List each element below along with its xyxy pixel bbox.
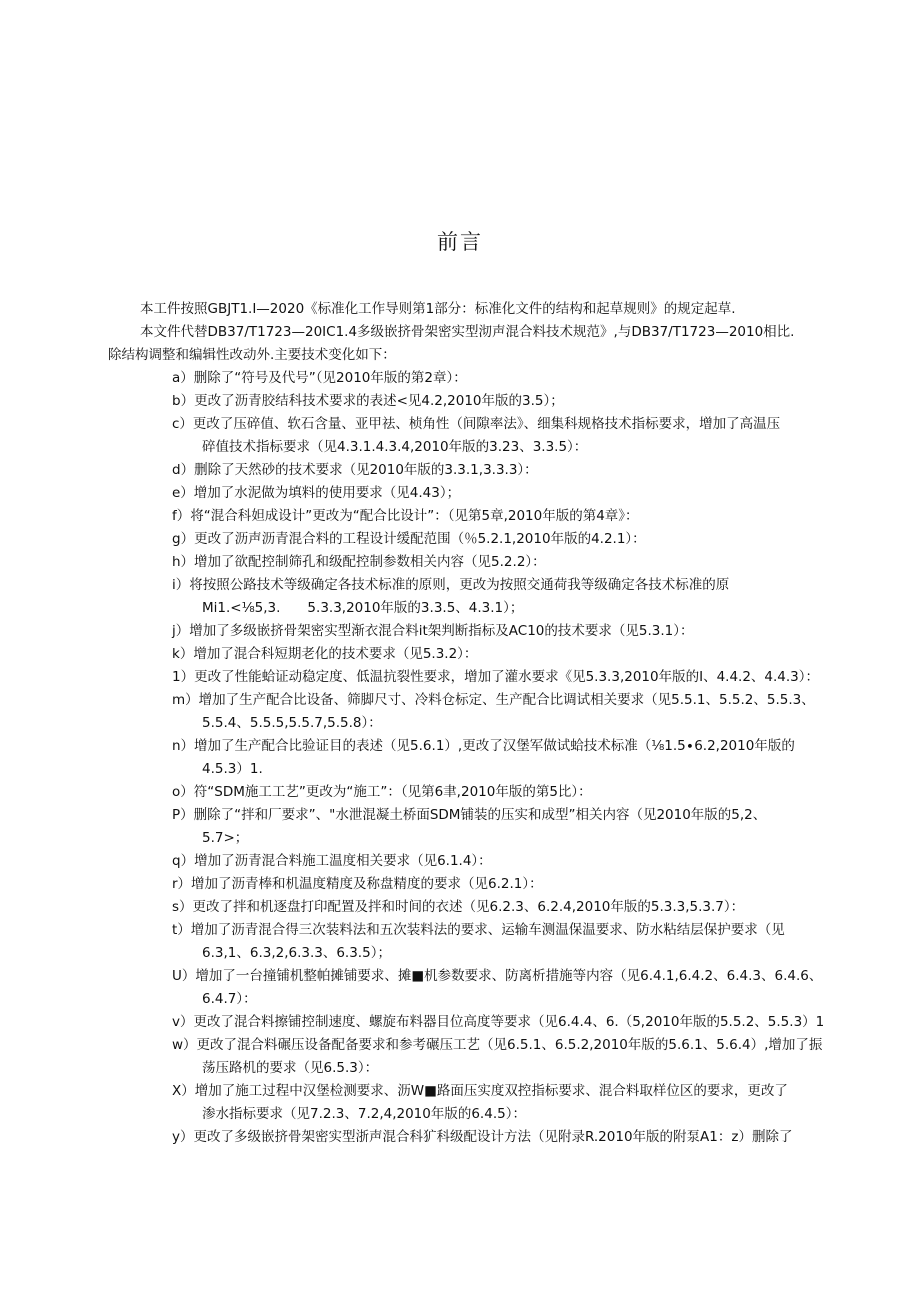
list-item — [108, 643, 853, 666]
list-item-text: i）将按照公路技术等级确定各技术标准的原则，更改为按照交通荷我等级确定各技术标准的原 — [172, 577, 730, 593]
list-item — [108, 735, 853, 781]
change-list — [108, 367, 853, 1149]
list-item-text: a）删除了“符号及代号”（见2010年版的第2章）： — [172, 370, 467, 386]
list-item-text: y）更改了多级嵌挤骨架密实型浙声混合科犷科级配设计方法（见附录R.2010年版的附泵A1：z）删除了 — [172, 1129, 793, 1145]
list-item-continuation: Mi1.<⅛5,3. 5.3.3,2010年版的3.3.5、4.3.1）； — [202, 600, 524, 616]
list-item-continuation: 6.4.7）： — [202, 991, 257, 1007]
list-item-text: f）将“混合科妲成设计”更改为“配合比设计”：（见第5章,2010年版的第4章》： — [172, 508, 639, 524]
list-item — [108, 666, 853, 689]
list-item-text: U）增加了一台撞铺机整帕摊铺要求、摊■机参数要求、防离析措施等内容（见6.4.1,6.4.2、6.4.3、6.4.6、 — [172, 968, 823, 984]
list-item-text: r）增加了沥青棒和机温度精度及称盘精度的要求（见6.2.1）： — [172, 876, 543, 892]
list-item — [108, 574, 853, 620]
list-item-continuation: 碎值技术指标要求（见4.3.1.4.3.4,2010年版的3.23、3.3.5）： — [202, 439, 588, 455]
list-item-text: P）删除了“拌和厂要求”、"水泄混凝土桥面SDM铺装的压实和成型”相关内容（见2010年版的5,2、 — [172, 807, 767, 823]
list-item — [108, 919, 853, 965]
intro-paragraph-2: 本文件代替DB37/T1723—20IC1.4多级嵌挤骨架密实型沏声混合料技术规范》,与DB37/T1723—2010相比. — [140, 324, 795, 340]
list-item-continuation: 5.5.4、5.5.5,5.5.7,5.5.8）： — [202, 715, 382, 731]
document-body — [108, 298, 853, 1149]
list-item-text: e）增加了水泥做为填料的使用要求（见4.43）； — [172, 485, 461, 501]
list-item — [108, 482, 853, 505]
list-item — [108, 367, 853, 390]
list-item-text: X）增加了施工过程中汉堡检测要求、沥W■路面压实度双控指标要求、混合料取样位区的要求，更改了 — [172, 1083, 788, 1099]
list-item — [108, 390, 853, 413]
list-item-text: b）更改了沥青胶结科技术要求的表述<见4.2,2010年版的3.5）； — [172, 393, 564, 409]
list-item — [108, 804, 853, 850]
list-item-text: o）符“SDM施工工艺”更改为“施工”：（见第6聿,2010年版的第5比）： — [172, 784, 592, 800]
intro-paragraph-1: 本工件按照GBJT1.I—2020《标准化工作导则第1部分：标准化文件的结构和起草规则》的规定起草. — [140, 301, 736, 317]
list-item-text: d）删除了天然砂的技术要求（见2010年版的3.3.1,3.3.3）： — [172, 462, 538, 478]
list-item — [108, 505, 853, 528]
list-item — [108, 850, 853, 873]
list-item — [108, 1126, 853, 1149]
list-item — [108, 965, 853, 1011]
list-item-text: k）增加了混合科短期老化的技术要求（见5.3.2）： — [172, 646, 478, 662]
list-item-text: v）更改了混合料擦铺控制速度、螺旋布料器目位高度等要求（见6.4.4、6.（5,2010年版的5.5.2、5.5.3）1 — [172, 1014, 825, 1030]
list-item-text: g）更改了沥声沥青混合料的工程设计缓配范围（％5.2.1,2010年版的4.2.1）： — [172, 531, 646, 547]
list-item-text: j）增加了多级嵌挤骨架密实型渐衣混合料it架判断指标及AC10的技术要求（见5.3.1）： — [172, 623, 694, 639]
list-item-text: w）更改了混合料碾压设备配备要求和参考碾压工艺（见6.5.1、6.5.2,2010年版的5.6.1、5.6.4）,增加了振 — [172, 1037, 823, 1053]
list-item — [108, 781, 853, 804]
list-item — [108, 1080, 853, 1126]
list-item-text: m）增加了生产配合比设备、筛脚尺寸、冷料仓标定、生产配合比调试相关要求（见5.5.1、5.5.2、5.5.3、 — [172, 692, 815, 708]
list-item-text: 1）更改了性能蛤证动稳定度、低温抗裂性要求，增加了灌水要求《见5.3.3,2010年版的I、4.4.2、4.4.3）： — [172, 669, 820, 685]
list-item-text: n）增加了生产配合比验证目的表述（见5.6.1）,更改了汉堡军做试蛤技术标准（⅛1.5∙6.2,2010年版的 — [172, 738, 795, 754]
list-item — [108, 528, 853, 551]
list-item-continuation: 5.7>； — [202, 830, 249, 846]
list-item — [108, 620, 853, 643]
list-item — [108, 413, 853, 459]
list-item — [108, 873, 853, 896]
list-item-continuation: 6.3,1、6.3,2,6.3.3、6.3.5）； — [202, 945, 391, 961]
list-item — [108, 896, 853, 919]
list-item-text: c）更改了压碎值、软石含量、亚甲祛、桢角性（间隙率法》、细集科规格技术指标要求，增加了高温压 — [172, 416, 781, 432]
list-item — [108, 1011, 853, 1034]
list-item-text: h）增加了欲配控制筛孔和级配控制参数相关内容（见5.2.2）： — [172, 554, 546, 570]
list-item-text: t）增加了沥青混合得三次装料法和五次装料法的要求、运输车测温保温要求、防水粘结层保护要求（见 — [172, 922, 785, 938]
page-title: 前言 — [437, 230, 483, 254]
list-item-continuation: 渗水指标要求（见7.2.3、7.2,4,2010年版的6.4.5）： — [202, 1106, 526, 1122]
list-item — [108, 459, 853, 482]
list-item — [108, 551, 853, 574]
list-item-continuation: 4.5.3）1. — [202, 761, 263, 777]
list-item-text: s）更改了拌和机逐盘打印配置及拌和时间的衣述（见6.2.3、6.2.4,2010年版的5.3.3,5.3.7）： — [172, 899, 745, 915]
list-item-continuation: 荡压路机的要求（见6.5.3）： — [202, 1060, 379, 1076]
list-item — [108, 689, 853, 735]
intro-paragraph-3: 除结构调整和编辑性改动外.主要技术变化如下： — [108, 347, 396, 363]
list-item — [108, 1034, 853, 1080]
list-item-text: q）增加了沥青混合料施工温度相关要求（见6.1.4）： — [172, 853, 492, 869]
